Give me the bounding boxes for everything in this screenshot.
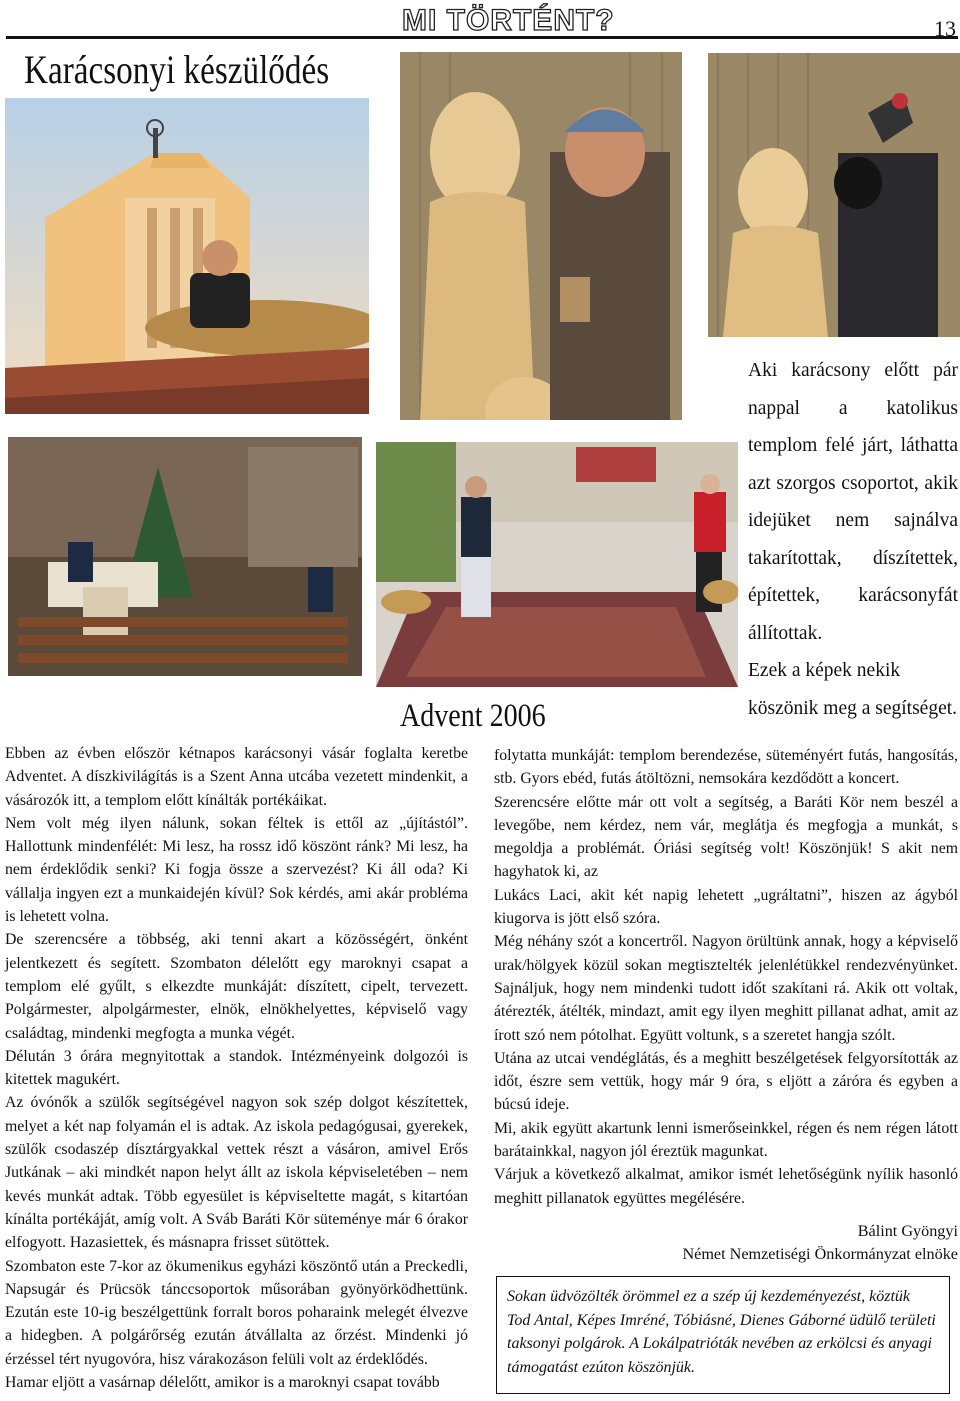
photo-statue-drilling (708, 53, 960, 337)
article-paragraph: Lukács Laci, akit két napig lehetett „ugráltatni”, hiszen az ágyból kiugorva is jött első szóra. (494, 886, 958, 928)
author-signature (494, 1220, 958, 1266)
article-paragraph: Szerencsére előtte már ott volt a segítség, a Baráti Kör nem beszél a levegőbe, nem kérdez, nem vár, meglátja és megfogja a munkát, s megoldja a problémát. Óriási segítség volt! Köszönjük! S akit nem hagyhatok ki, az (494, 793, 958, 881)
photo-man-on-church-roof-icon (5, 98, 369, 414)
article-column-left (5, 742, 468, 1394)
photo-church-roof (5, 98, 369, 414)
article-paragraph: Ebben az évben először kétnapos karácsonyi vásár foglalta keretbe Adventet. A díszkivilágítás is a Szent Anna utcába vezetett mindenkit, a vásározók itt, a templom előtt kínálták portékáikat. (5, 745, 468, 809)
author-name: Bálint Gyöngyi (857, 1222, 958, 1240)
photo-man-drilling-near-statue-icon (708, 53, 960, 337)
article-paragraph: Délután 3 órára megnyitottak a standok. Intézményeink dolgozói is kitettek magukért. (5, 1047, 468, 1089)
article-column-right (494, 744, 958, 1210)
photo-man-painting-wooden-statue-icon (400, 52, 682, 420)
photo-caption (748, 352, 958, 727)
article-paragraph: Utána az utcai vendéglátás, és a meghitt beszélgetések felgyorsították az időt, észre sem vettük, hogy már 9 óra, s eljött a záróra és egyben a búcsú ideje. (494, 1049, 958, 1114)
photo-church-interior (8, 437, 362, 676)
article-paragraph: Még néhány szót a koncertről. Nagyon örültünk annak, hogy a képviselő urak/hölgyek közül sokan megtisztelték jelenlétükkel rendezvényünket. Sajnáljuk, hogy nem mindenki tudott időt szakítani rá. Akik ott voltak, átérezték, átélték, mindazt, amit egy ilyen meghitt pillanat adhat, amit az írott szó nem pótolhat. Együtt voltunk, s a szeretet hangja szólt. (494, 933, 958, 1044)
caption-paragraph: Ezek a képek nekik köszönik meg a segítséget. (748, 660, 958, 719)
photo-church-interior-christmas-tree-icon (8, 437, 362, 676)
article-paragraph: Várjuk a következő alkalmat, amikor ismét lehetőségünk nyílik hasonló meghitt pillanatok együttes megélésére. (494, 1166, 958, 1207)
caption-paragraph: Aki karácsony előtt pár nappal a katolikus templom felé járt, láthatta azt szorgos csoportot, akik idejüket nem sajnálva takarítottak, díszítettek, építettek, karácsonyfát állítottak. (748, 360, 958, 644)
section-title: MI TÖRTÉNT? (402, 4, 615, 37)
article-paragraph: Nem volt még ilyen nálunk, sokan féltek is ettől az „újítástól”. Hallottunk mindenfélét: Mi lesz, ha rossz idő köszönt ránk? Mi lesz, ha nem érdeklődik senki? Ki fogja össze a szervezést? Ki áll oda? Ki vállalja ingyen ezt a munkaidején kívül? Sok kérdés, ami akár probléma is lehetett volna. (5, 814, 468, 926)
acknowledgement-box: Sokan üdvözölték örömmel ez a szép új kezdeményezést, köztük Tod Antal, Képes Imréné, Tóbiásné, Dienes Gáborné üdülő területi taksonyi polgárok. A Lokálpatrióták nevében az erkölcsi és anyagi támogatást ezúton köszönjük. (496, 1276, 950, 1394)
photo-sweeping-carpet (376, 442, 738, 687)
article-paragraph: Szombaton este 7-kor az ökumenikus egyházi köszöntő után a Preckedli, Napsugár és Prücsök tánccsoportok műsorában gyönyörködhettünk. Ezután este 10-ig beszélgettünk forralt boros poharaink melegét élvezve a hidegben. A polgárőrség ezután átvállalta az őrzést. Mindenki jó érzéssel tért nyugovóra, hisz várakozáson felüli volt az érdeklődés. (5, 1257, 468, 1368)
page-number: 13 (934, 16, 956, 41)
article-paragraph: Hamar eljött a vasárnap délelőtt, amikor is a maroknyi csapat tovább (5, 1374, 440, 1392)
article-paragraph: folytatta munkáját: templom berendezése, süteményért futás, hangosítás, stb. Gyors ebéd, futás átöltözni, nemsokára kezdődött a koncert. (494, 747, 958, 788)
page-headline: Karácsonyi készülődés (24, 47, 330, 92)
article-paragraph: Az óvónők a szülők segítségével nagyon sok szép dolgot készítettek, melyet a két nap folyamán el is adtak. Az iskola pedagógusai, gyerekek, szülők csodaszép dísztárgyakkal vettek részt a vásáron, amivel Erős Jutkának – aki mindkét napon helyt állt az iskola képviseletében – nem kevés munkát adtak. Több egyesület is képviseltette magát, s kitartóan kínálta portékáját, amíg volt. A Sváb Baráti Kör süteménye már 6 órakor elfogyott. Hazasiettek, és másnapra frisset sütöttek. (5, 1094, 468, 1252)
photo-sweeping-carpet-outdoors-icon (376, 442, 738, 687)
photo-statue-painting (400, 52, 682, 420)
author-title: Német Nemzetiségi Önkormányzat elnöke (682, 1245, 958, 1263)
article-paragraph: De szerencsére a többség, aki tenni akart a közösségért, önként jelentkezett és segített. Szombaton délelőtt egy maroknyi csapat a templom elé gyűlt, s elkezdte munkáját: díszített, cipelt, tervezett. Polgármester, alpolgármester, elnök, elnökhelyettes, képviselő vagy családtag, mindenki megfogta a munka végét. (5, 931, 468, 1042)
article-title: Advent 2006 (400, 698, 546, 734)
article-paragraph: Mi, akik együtt akartunk lenni ismerőseinkkel, régen és nem régen látott barátainkkal, nagyon jól éreztük magunkat. (494, 1119, 958, 1161)
